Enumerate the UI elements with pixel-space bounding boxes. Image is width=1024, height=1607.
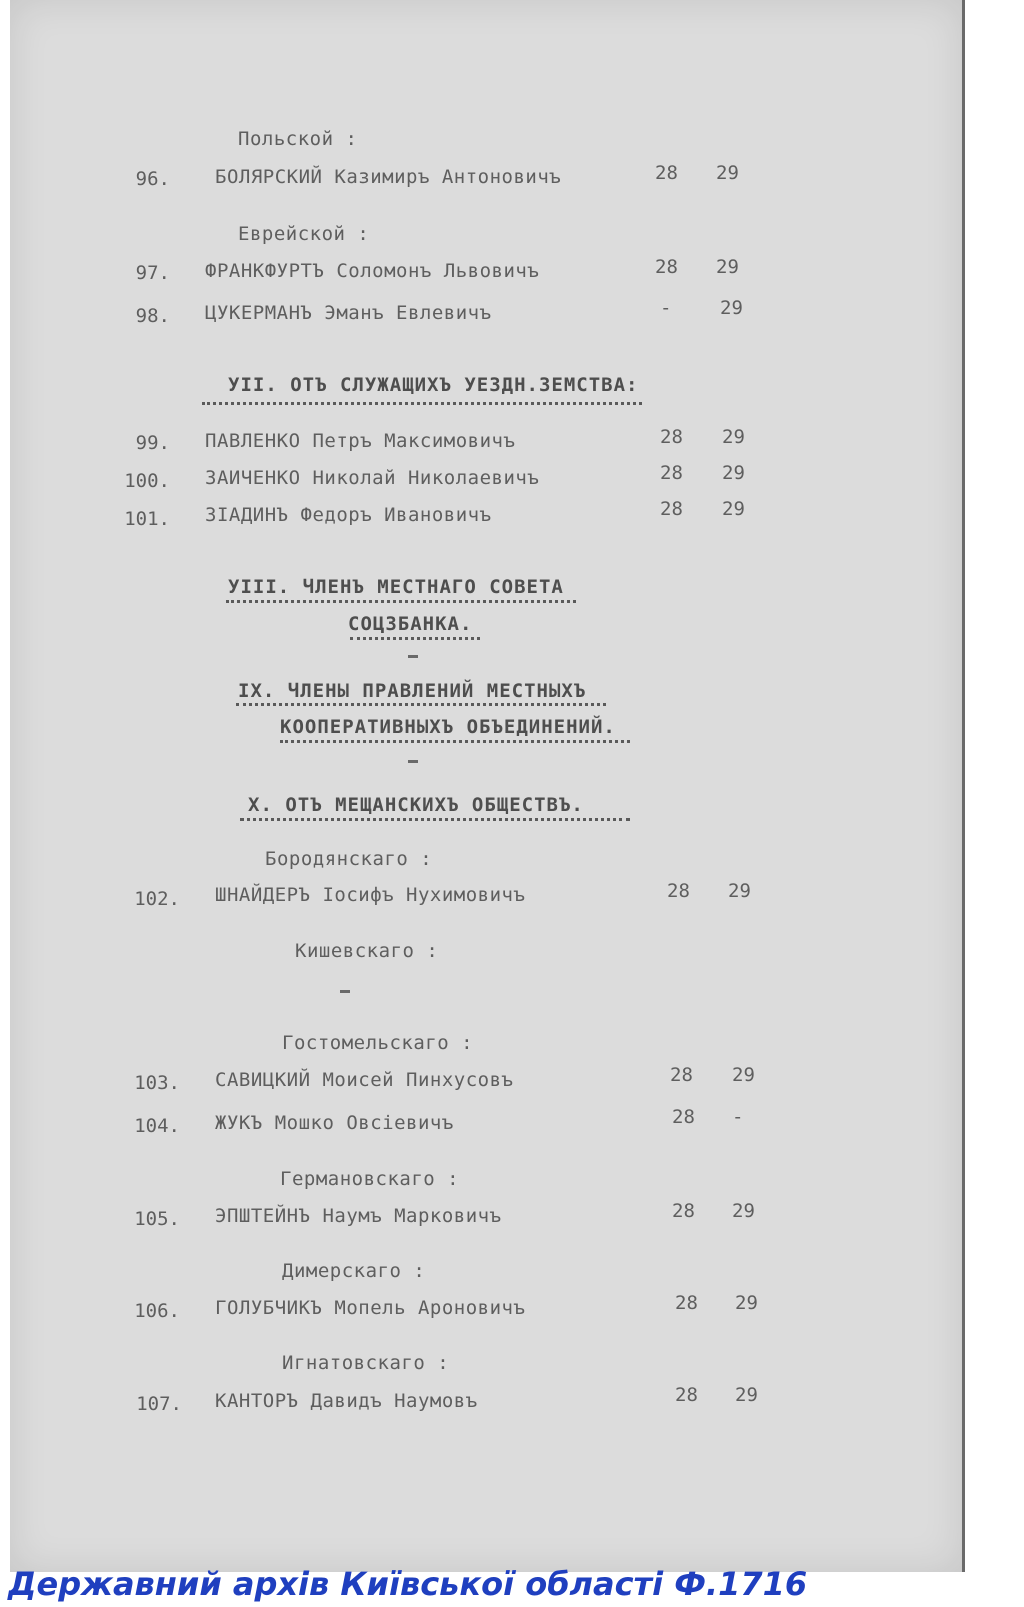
entry-date-2: 29 bbox=[732, 1064, 755, 1086]
entry-date-1: 28 bbox=[660, 426, 683, 448]
entry-date-2: 29 bbox=[735, 1384, 758, 1406]
entry-date-2: 29 bbox=[716, 256, 739, 278]
entry-date-2: 29 bbox=[722, 498, 745, 520]
entry-date-2: 29 bbox=[735, 1292, 758, 1314]
group-label: Димерскаго : bbox=[282, 1260, 426, 1282]
entry-name: ЖУКЪ Мошко Овсіевичъ bbox=[215, 1112, 454, 1134]
entry-number: 104. bbox=[134, 1115, 180, 1137]
entry-date-2: 29 bbox=[732, 1200, 755, 1222]
heading-underline bbox=[350, 637, 480, 640]
entry-name: САВИЦКИЙ Моисей Пинхусовъ bbox=[215, 1069, 514, 1091]
entry-date-2: 29 bbox=[722, 462, 745, 484]
entry-date-1: 28 bbox=[667, 880, 690, 902]
entry-name: ШНАЙДЕРЪ Іосифъ Нухимовичъ bbox=[215, 884, 526, 906]
entry-name: ЗАИЧЕНКО Николай Николаевичъ bbox=[205, 467, 540, 489]
section-heading: Х. ОТЪ МЕЩАНСКИХЪ ОБЩЕСТВЪ. bbox=[248, 794, 584, 816]
entry-date-1: 28 bbox=[655, 162, 678, 184]
entry-name: ПАВЛЕНКО Петръ Максимовичъ bbox=[205, 430, 516, 452]
entry-date-2: 29 bbox=[728, 880, 751, 902]
entry-name: ГОЛУБЧИКЪ Мопель Ароновичъ bbox=[215, 1297, 526, 1319]
entry-number: 98. bbox=[135, 305, 170, 327]
group-label: Игнатовскаго : bbox=[282, 1352, 450, 1374]
group-label: Еврейской : bbox=[238, 223, 370, 245]
entry-number: 103. bbox=[134, 1072, 180, 1094]
entry-date-1: - bbox=[660, 297, 672, 319]
entry-date-2: - bbox=[732, 1106, 744, 1128]
entry-number: 99. bbox=[135, 432, 170, 454]
section-heading: IХ. ЧЛЕНЫ ПРАВЛЕНИЙ МЕСТНЫХЪ bbox=[238, 680, 587, 702]
entry-date-2: 29 bbox=[716, 162, 739, 184]
group-label: Кишевскаго : bbox=[295, 940, 439, 962]
heading-underline bbox=[202, 402, 642, 405]
document-page bbox=[10, 0, 965, 1572]
blank-dash bbox=[408, 760, 418, 763]
entry-number: 96. bbox=[135, 168, 170, 190]
section-heading: УII. ОТЪ СЛУЖАЩИХЪ УЕЗДН.ЗЕМСТВА: bbox=[228, 374, 639, 396]
entry-date-1: 28 bbox=[675, 1384, 698, 1406]
section-heading: УIII. ЧЛЕНЪ МЕСТНАГО СОВЕТА bbox=[228, 576, 564, 598]
blank-dash bbox=[340, 990, 350, 993]
group-label: Бородянскаго : bbox=[265, 848, 433, 870]
blank-dash bbox=[408, 655, 418, 658]
heading-underline bbox=[226, 600, 576, 603]
entry-name: ЦУКЕРМАНЪ Эманъ Евлевичъ bbox=[205, 302, 492, 324]
entry-name: ФРАНКФУРТЪ Соломонъ Львовичъ bbox=[205, 260, 540, 282]
entry-name: ЭПШТЕЙНЪ Наумъ Марковичъ bbox=[215, 1205, 502, 1227]
entry-name: БОЛЯРСКИЙ Казимиръ Антоновичъ bbox=[215, 166, 562, 188]
entry-number: 100. bbox=[124, 470, 170, 492]
entry-number: 101. bbox=[124, 508, 170, 530]
section-heading: СОЦЗБАНКА. bbox=[348, 613, 473, 635]
entry-number: 97. bbox=[135, 262, 170, 284]
entry-date-1: 28 bbox=[670, 1064, 693, 1086]
group-label: Германовскаго : bbox=[280, 1168, 460, 1190]
heading-underline bbox=[240, 818, 630, 821]
entry-date-1: 28 bbox=[672, 1200, 695, 1222]
group-label: Польской : bbox=[238, 128, 358, 150]
entry-date-1: 28 bbox=[675, 1292, 698, 1314]
entry-name: КАНТОРЪ Давидъ Наумовъ bbox=[215, 1390, 478, 1412]
heading-underline bbox=[280, 740, 630, 743]
entry-date-2: 29 bbox=[720, 297, 743, 319]
group-label: Гостомельскаго : bbox=[282, 1032, 474, 1054]
entry-date-1: 28 bbox=[655, 256, 678, 278]
heading-underline bbox=[236, 703, 606, 706]
archive-caption: Державний архів Київської області Ф.1716 bbox=[8, 1565, 808, 1603]
section-heading: КООПЕРАТИВНЫХЪ ОБЪЕДИНЕНИЙ. bbox=[280, 716, 616, 738]
entry-number: 106. bbox=[134, 1300, 180, 1322]
entry-date-1: 28 bbox=[660, 462, 683, 484]
entry-number: 107. bbox=[136, 1393, 182, 1415]
entry-date-1: 28 bbox=[660, 498, 683, 520]
entry-name: ЗІАДИНЪ Федоръ Ивановичъ bbox=[205, 504, 492, 526]
entry-date-2: 29 bbox=[722, 426, 745, 448]
entry-number: 102. bbox=[134, 888, 180, 910]
entry-date-1: 28 bbox=[672, 1106, 695, 1128]
entry-number: 105. bbox=[134, 1208, 180, 1230]
